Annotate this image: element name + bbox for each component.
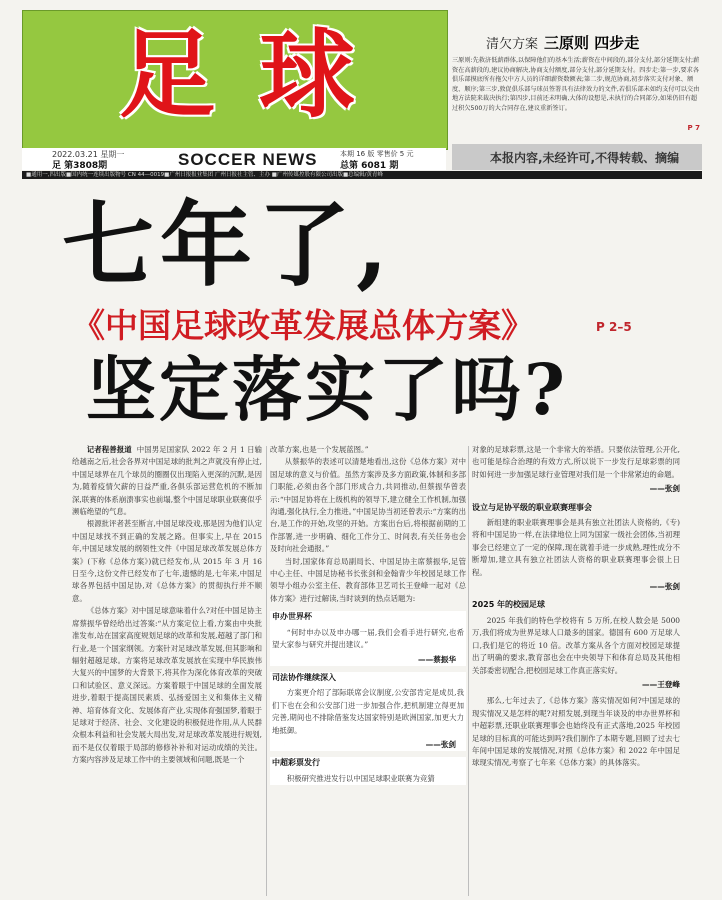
article-column-3	[472, 444, 680, 770]
quote-signature: ——张剑	[649, 484, 680, 494]
issue-number: 足 第3808期	[52, 161, 108, 171]
article-paragraph: 当时,国家体育总局副局长、中国足协主席蔡振华,足管中心主任、中国足协秘书长张剑和金翰青少年校园足球工作领导小组办公室主任、教育部体卫艺司长王登峰一起对《总体方案》进行过解读,当时谈到的热点话题为:	[270, 556, 466, 603]
quote-box-judicial	[270, 672, 466, 751]
article-paragraph: 根源批评者甚至断言,中国足球没戏,那是因为他们认定中国足球找不到正确的发展之路。但事实上,早在 2015 年,中国足球发展的纲领性文件《中国足球改革发展总体方案》(下称《总体方案》)就已经发布,从 2015 年 3 月 16 日至今,这份文件已经发布了七年,遗憾的是,七年来,中国足球各界包括中国足协,对《总体方案》的贯彻执行并不顺意。	[72, 519, 262, 603]
promo-teaser[interactable]	[452, 24, 702, 136]
quote-text: 2025 年我们的特色学校将有 5 万所,在校人数会是 5000 万,我们将成为世界足球人口最多的国家。德国有 600 万足球人口,我们是它的将近 10 倍。改革方案从各个方面对校园足球提出了明确的要求,教育部也会在中央领导下和体育总局及其他相关部委密切配合,把校园足球工作真正落实好。	[472, 615, 680, 675]
edition-info: 本期 16 版 零售价 5 元	[340, 150, 414, 158]
quote-box-world-cup	[270, 611, 466, 666]
article-paragraph: 改革方案,也是一个发展蓝图。”	[270, 445, 369, 454]
masthead-info-bar	[22, 148, 446, 170]
quote-text: “何时申办以及申办哪一届,我们会看手进行研究,也希望大家参与研究并提出建议。”	[272, 627, 464, 650]
quote-signature: ——蔡振华	[418, 654, 456, 664]
byline: 记者程善报道	[86, 445, 132, 454]
english-name: SOCCER NEWS	[178, 150, 318, 169]
article-column-1	[72, 444, 262, 767]
quote-signature: ——张剑	[649, 582, 680, 592]
column-divider	[266, 446, 267, 896]
article-paragraph: 那么,七年过去了,《总体方案》落实情况如何?中国足球的现实情况又是怎样的呢?对照发展,到现当年谈及的申办世界杯和中超彩票,还职业联赛理事会也始终没有正式落地,2025 年校园足球的目标真的可能达到吗?我们制作了本期专题,回顾了过去七年间中国足球的发展情况,对照《总体方案》和 2022 年中国足球现实情况,考察了七年来《总体方案》的具体落实。	[472, 696, 680, 768]
article-paragraph: 记者程善报道 中国男足国家队 2022 年 2 月 1 日输给越南之后,社会各界对中国足球的批判之声就没有停止过,中国足球界在几个球员的圈圈仅出现陷入更深的沉默,是因为,随着疫情欠薪的日益严重,各俱乐部运营危机的不断加深,联赛的体系崩溃事实也前塌,整个中国足球职业联赛似乎濒临绝望的气息。	[72, 445, 262, 517]
subhead-world-cup: 申办世界杯	[272, 612, 312, 622]
issue-date: 2022.03.21 星期一	[52, 150, 125, 159]
column-divider	[468, 446, 469, 896]
logo-char-qiu: 球	[259, 18, 355, 131]
quote-signature: ——张剑	[425, 739, 456, 749]
promo-page-ref: P 7	[687, 124, 700, 132]
headline-line-1: 七年了,	[62, 191, 395, 299]
subhead-lottery: 中超彩票发行	[272, 758, 320, 768]
article-paragraph: 从蔡振华的表述可以清楚地看出,这份《总体方案》对中国足球的意义与价值。虽然方案涉及多方面政策,体制和多部门职能,必须由各个部门形成合力,共同推动,但蔡振华曾表示:“中国足协将在上级机构的领导下,建立健全工作机制,加强沟通,强化执行,全力推进。”中国足协当初还曾表示:“方案的出台,是工作的开始,攻坚的开始。方案出台后,将根据前期的工作部署,进一步明确、细化工作分工、时间表,有关任务也会及时向社会通报。”	[270, 457, 466, 554]
copyright-notice-bar	[452, 144, 702, 170]
article-paragraph: 对象的足球彩票,这是一个非常大的举措。只要依法管理,公开化,也可能是综合治理的有效方式,所以说下一步发行足球彩票的同时如何进一步加强足球行业管理对我们是一个非常紧迫的命题。	[472, 445, 680, 479]
quote-text: 新组建的职业联赛理事会是具有独立社团法人资格的,《专)将和中国足协一样,在法律地位上同为国家一级社会团体,当初理事会已经建立了一定的保障,现在就着手进一步成熟,理性成分不断增加,建立具有独立社团法人资格的职业联赛理事会很上日程。	[472, 518, 680, 577]
headline-line-3: 坚定落实了吗?	[86, 348, 569, 431]
subhead-campus-football: 2025 年的校园足球	[472, 600, 546, 610]
article-paragraph: 《总体方案》对中国足球意味着什么?对任中国足协主席蔡振华曾经给出过答案:“从方案定位上看,方案由中央批准发布,站在国家高度规划足球的改革和发展,超越了部门和行业,是一个国家纲领。方案针对足球改革发展,但其影响和辐射超越足球。方案将足球改革发展放在实现中华民族伟大复兴的中国梦的大背景下,将其作为深化体育改革的突破口和试验区、意义深远。方案着眼于中国足球的全面发展进步,着眼于提高国民素质、弘扬爱国主义和集体主义精神、培育体育文化、发展体育产业,实现体育强国梦,着眼于足球对于经济、社会、文化建设的积极促进作用,从人民群众根本利益和社会发展大局出发,对足球改革发展进行规划,而不是仅仅着眼于局部的修修补补和对运动成绩的关注。方案内容涉及足球工作中的主要领域和问题,既是一个	[72, 606, 262, 765]
article-column-2	[270, 444, 466, 785]
quote-box-lottery	[270, 757, 466, 785]
headline-line-2: 《中国足球改革发展总体方案》	[72, 306, 534, 345]
subhead-judicial: 司法协作继续深入	[272, 672, 336, 682]
promo-title: 清欠方案 三原则 四步走	[486, 34, 640, 52]
total-issue: 总第 6081 期	[340, 161, 399, 171]
publisher-info-strip: ■通用一,四出版■国内统一连续出版物号 CN 44—0019■广州日报报业集团 广州日报社主管、主办 ■广州传媒控股有限公司出版■总编辑/黄青峰	[22, 171, 702, 179]
headline-page-ref: P 2–5	[596, 320, 632, 334]
masthead-logo-block	[22, 10, 448, 150]
subhead-league-council: 设立与足协平级的职业联赛理事会	[472, 502, 592, 512]
logo-char-zu: 足	[119, 18, 215, 131]
quote-signature: ——王登峰	[642, 679, 680, 689]
quote-text: 方案更介绍了部际联席会议制度,公安部肯定是成员,我们下也在会和公安部门进一步加强合作,把机制建立得更加完善,期间也不排除借鉴发达国家特别是欧洲国家,加更大力地抵御。	[272, 688, 464, 735]
quote-text: 积极研究推进发行以中国足球职业联赛为竞猜	[286, 773, 435, 783]
promo-text: 三原则:先救济低薪群体,以保障他们的基本生活;薪资在中间段的,部分支付,部分延期支付;薪资在高薪段的,建议协商解决,协商支付额度,部分支付,部分延期支付。四步走:第一步,要求各俱乐部摸底所有拖欠中方人员的详细薪资数额表;第二步,规范协商,初步落实支付对象、额度、顺序;第三步,敦促俱乐部与球员签署具有法律效力的文件,若俱乐部未如约支付可以交由地方法院来裁决执行;第四步,目前还未明确,大体的设想是,未执行的合同部分,如果仍旧有超过积欠500万的大合同存在,建议重新签订。	[452, 57, 700, 112]
copyright-notice: 本报内容,未经许可,不得转载、摘编	[490, 151, 680, 165]
